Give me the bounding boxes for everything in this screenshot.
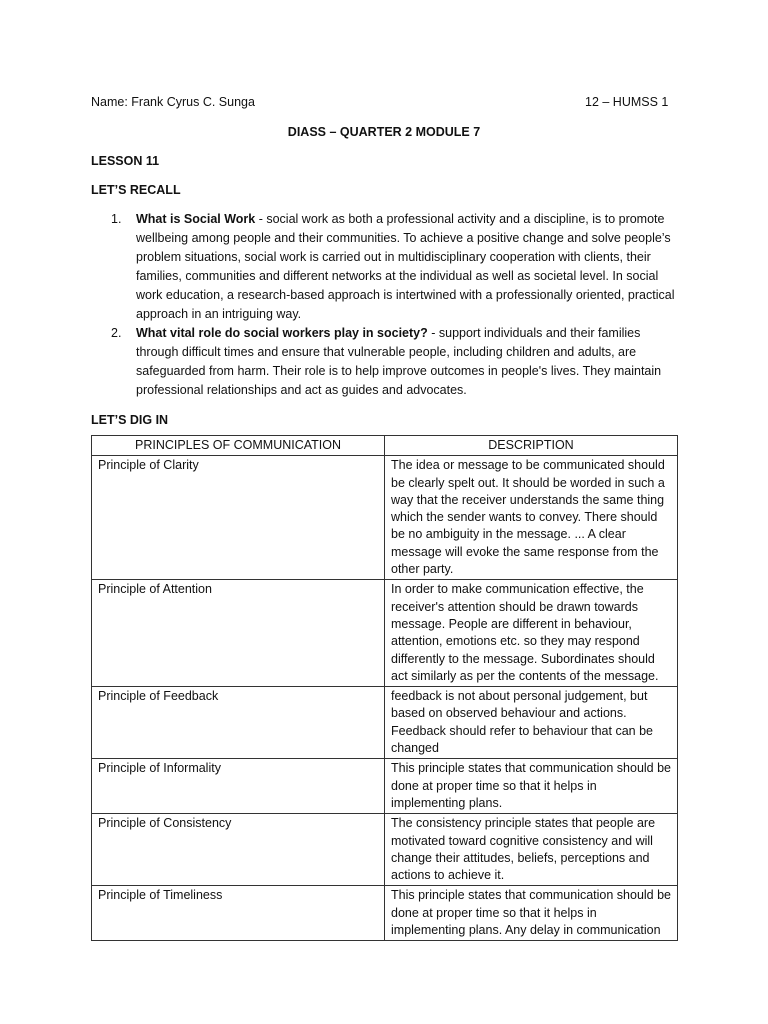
- table-row: [92, 759, 678, 814]
- principles-table: [91, 435, 678, 941]
- description-cell: feedback is not about personal judgement, but based on observed behaviour and actions. Feedback should refer to behaviour that can be changed: [385, 687, 678, 759]
- item-number: 1.: [111, 212, 122, 226]
- principle-cell: Principle of Feedback: [92, 687, 385, 759]
- student-name: Name: Frank Cyrus C. Sunga: [91, 95, 255, 109]
- description-cell: In order to make communication effective, the receiver's attention should be drawn towards message. People are different in behaviour, attention, emotions etc. so they may respond differently to the message. Subordinates should act similarly as per the contents of the message.: [385, 580, 678, 687]
- principle-cell: Principle of Attention: [92, 580, 385, 687]
- recall-heading: LET’S RECALL: [91, 183, 181, 197]
- description-cell: The consistency principle states that people are motivated toward cognitive consistency and will change their attitudes, beliefs, perceptions and actions to achieve it.: [385, 814, 678, 886]
- question-text: What vital role do social workers play in society?: [136, 326, 428, 340]
- table-row: [92, 456, 678, 580]
- table-row: [92, 886, 678, 941]
- question-list: [91, 210, 681, 400]
- table-row: [92, 814, 678, 886]
- question-text: What is Social Work: [136, 212, 256, 226]
- description-cell: This principle states that communication should be done at proper time so that it helps in implementing plans. Any delay in communication: [385, 886, 678, 941]
- document-title: DIASS – QUARTER 2 MODULE 7: [287, 125, 481, 139]
- column-header-principles: PRINCIPLES OF COMMUNICATION: [92, 436, 385, 456]
- list-item: [91, 210, 681, 324]
- description-cell: The idea or message to be communicated should be clearly spelt out. It should be worded in such a way that the receiver understands the same thing which the sender wants to convey. There should be no ambiguity in the message. ... A clear message will evoke the same response from the other party.: [385, 456, 678, 580]
- column-header-description: DESCRIPTION: [385, 436, 678, 456]
- principle-cell: Principle of Clarity: [92, 456, 385, 580]
- principle-cell: Principle of Consistency: [92, 814, 385, 886]
- principle-cell: Principle of Informality: [92, 759, 385, 814]
- description-cell: This principle states that communication should be done at proper time so that it helps in implementing plans.: [385, 759, 678, 814]
- answer-text: - social work as both a professional activity and a discipline, is to promote wellbeing among people and their communities. To achieve a positive change and solve people’s problem situations, social work is carried out in multidisciplinary cooperation with clients, their families, communities and different networks at the individual as well as societal level. In social work education, a research-based approach is intertwined with a professionally oriented, practical approach in an intriguing way.: [136, 212, 675, 321]
- table-row: [92, 687, 678, 759]
- list-item: [91, 324, 681, 400]
- answer-text: - support individuals and their families through difficult times and ensure that vulnerable people, including children and adults, are safeguarded from harm. Their role is to help improve outcomes in people's lives. They maintain professional relationships and act as guides and advocates.: [136, 326, 662, 397]
- principle-cell: Principle of Timeliness: [92, 886, 385, 941]
- dig-in-heading: LET’S DIG IN: [91, 413, 169, 427]
- table-header-row: [92, 436, 678, 456]
- item-number: 2.: [111, 326, 122, 340]
- table-row: [92, 580, 678, 687]
- grade-section: 12 – HUMSS 1: [585, 95, 669, 109]
- lesson-heading: LESSON 11: [91, 154, 160, 168]
